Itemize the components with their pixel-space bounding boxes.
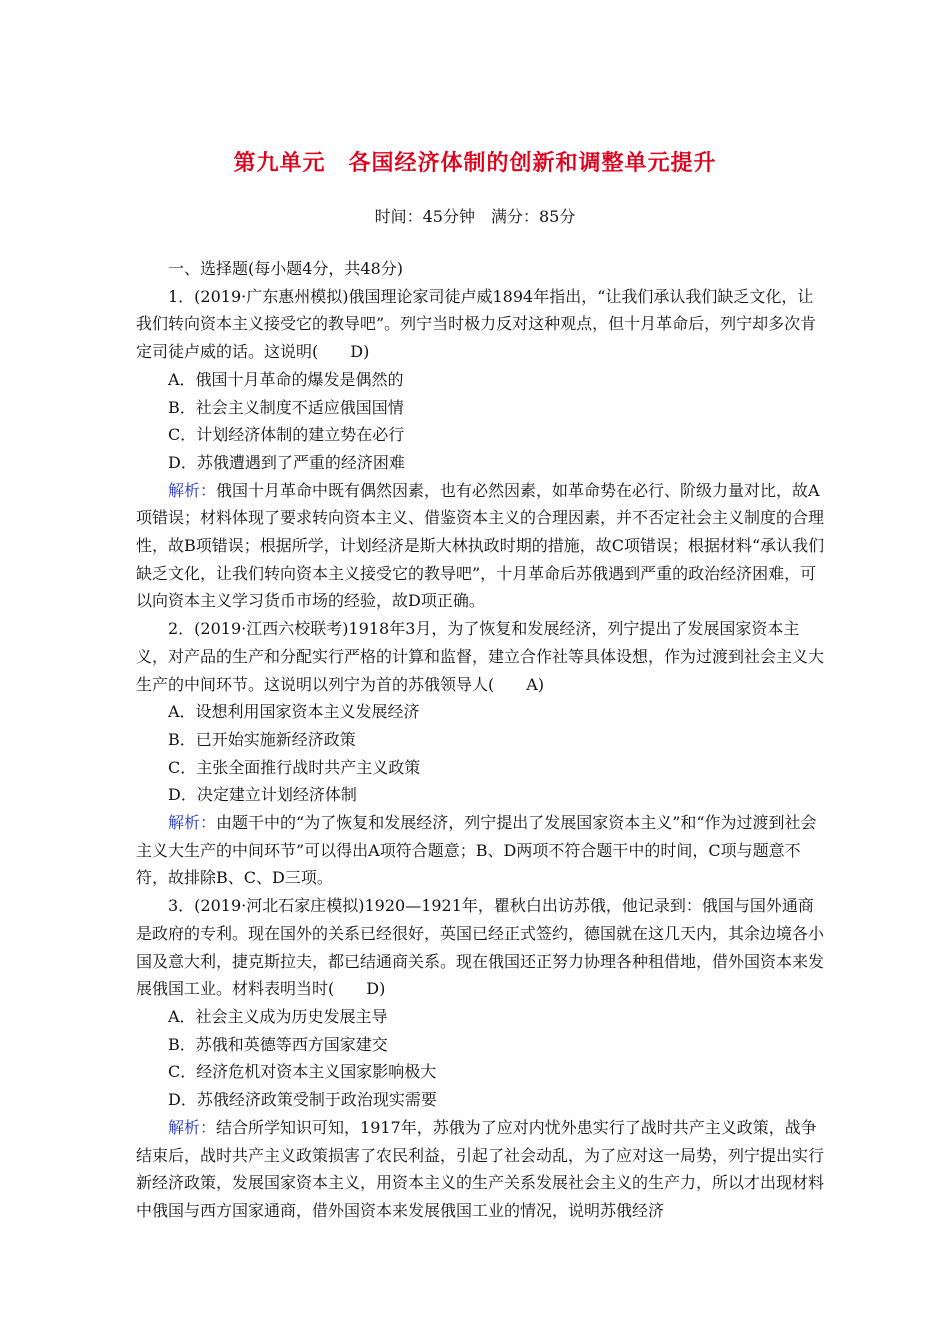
option: B．苏俄和英德等西方国家建交 [168,1034,388,1054]
question-1-stem: 1．(2019·广东惠州模拟)俄国理论家司徒卢威1894年指出，“让我们承认我们缺乏文化，让我们转向资本主义接受它的教导吧”。列宁当时极力反对这种观点，但十月革命后，列宁却多次肯定司徒卢威的话。这说明( D) [136,283,826,366]
option: B．已开始实施新经济政策 [168,729,356,749]
option: C．计划经济体制的建立势在必行 [168,425,405,445]
analysis-label: 解析： [168,480,217,500]
analysis-label: 解析： [168,813,217,833]
question-2-analysis: 解析：由题干中的“为了恢复和发展经济，列宁提出了发展国家资本主义”和“作为过渡到社会主义大生产的中间环节”可以得出A项符合题意；B、D两项不符合题干中的时间，C项与题意不符，故排除B、C、D三项。 [136,813,817,888]
option: C．主张全面推行战时共产主义政策 [168,757,421,777]
option: A．设想利用国家资本主义发展经济 [168,702,420,722]
page-title: 第九单元 各国经济体制的创新和调整单元提升 [233,151,717,176]
answer: D [350,342,364,362]
question-3-analysis: 解析：结合所学知识可知，1917年，苏俄为了应对内忧外患实行了战时共产主义政策，战争结束后，战时共产主义政策损害了农民利益，引起了社会动乱，为了应对这一局势，列宁提出实行新经济政策，发展国家资本主义，用资本主义的生产关系发展社会主义的生产力，所以才出现材料中俄国与西方国家通商，借外国资本来发展俄国工业的情况，说明苏俄经济 [136,1117,825,1220]
option: D．决定建立计划经济体制 [168,785,357,805]
question-2-stem: 2．(2019·江西六校联考)1918年3月，为了恢复和发展经济，列宁提出了发展国家资本主义，对产品的生产和分配实行严格的计算和监督，建立合作社等具体设想，作为过渡到社会主义大生产的中间环节。这说明以列宁为首的苏俄领导人( A) [136,615,826,698]
option: D．苏俄经济政策受制于政治现实需要 [168,1090,437,1110]
answer: A [526,674,538,694]
option: C．经济危机对资本主义国家影响极大 [168,1062,437,1082]
section-heading: 一、选择题(每小题4分，共48分) [168,259,404,278]
option: D．苏俄遭遇到了严重的经济困难 [168,452,405,472]
document-body [136,255,826,1225]
time-score-info: 时间：45分钟 满分：85分 [374,207,576,226]
answer: D [366,979,380,999]
analysis-label: 解析： [168,1117,217,1137]
option: A．俄国十月革命的爆发是偶然的 [168,369,404,389]
question-3-stem: 3．(2019·河北石家庄模拟)1920—1921年，瞿秋白出访苏俄，他记录到：俄国与国外通商是政府的专利。现在国外的关系已经很好，英国已经正式签约，德国就在这几天内，其余边境各小国及意大利，捷克斯拉夫，都已结通商关系。现在俄国还正努力协理各种租借地，借外国资本来发展俄国工业。材料表明当时( D) [136,892,826,1003]
option: B．社会主义制度不适应俄国国情 [168,397,404,417]
question-1-analysis: 解析：俄国十月革命中既有偶然因素，也有必然因素，如革命势在必行、阶级力量对比，故A项错误；材料体现了要求转向资本主义、借鉴资本主义的合理因素，并不否定社会主义制度的合理性，故B项错误；根据所学，计划经济是斯大林执政时期的措施，故C项错误；根据材料“承认我们缺乏文化，让我们转向资本主义接受它的教导吧”，十月革命后苏俄遇到严重的政治经济困难，可以向资本主义学习货币市场的经验，故D项正确。 [136,480,825,611]
option: A．社会主义成为历史发展主导 [168,1006,388,1026]
